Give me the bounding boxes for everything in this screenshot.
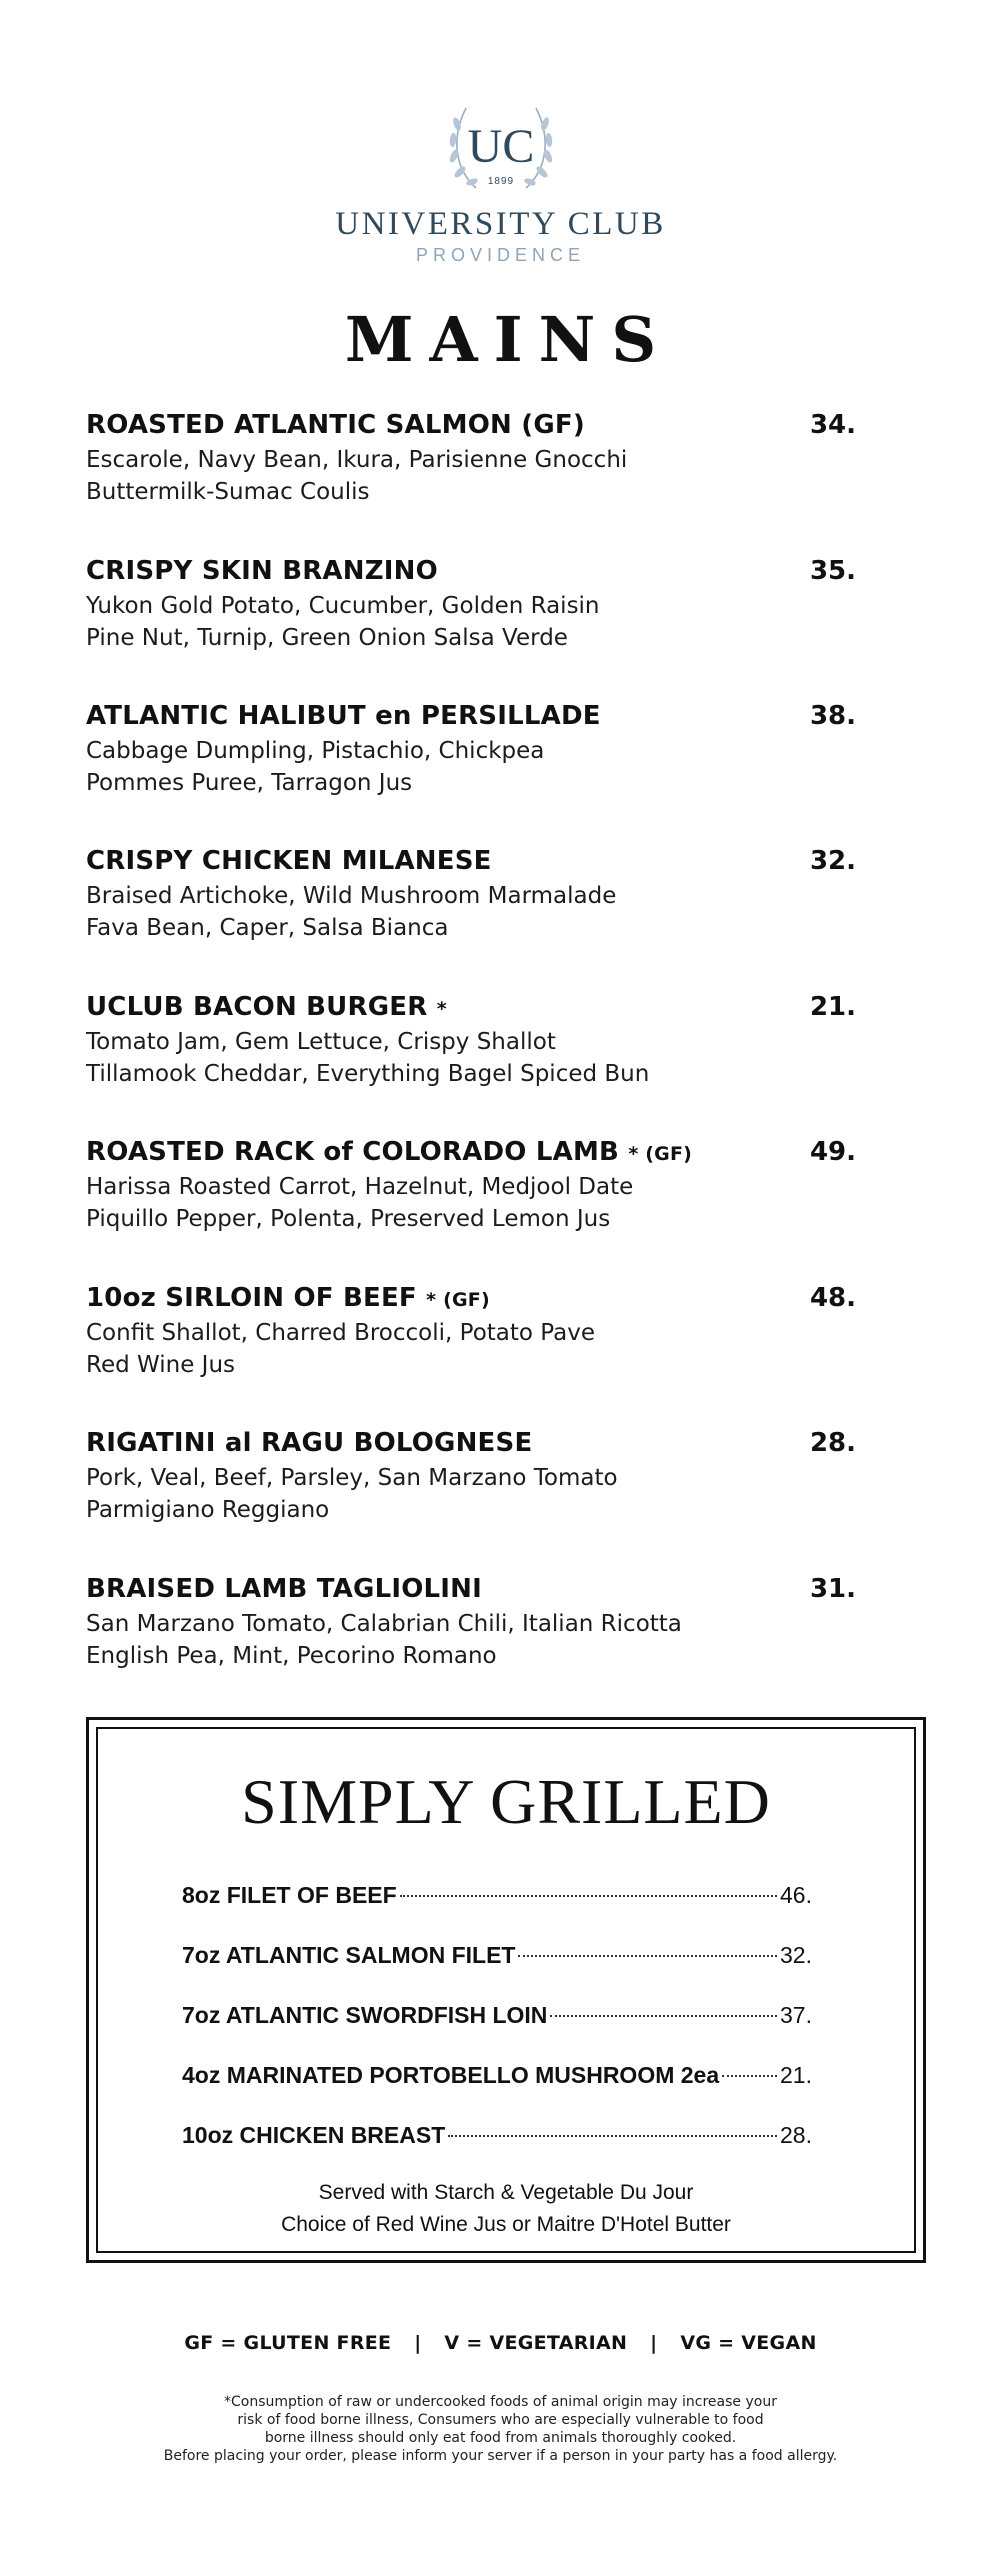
item-description: Braised Artichoke, Wild Mushroom Marmalade xyxy=(86,883,617,909)
item-description: Escarole, Navy Bean, Ikura, Parisienne Gnocchi xyxy=(86,447,628,473)
club-city: PROVIDENCE xyxy=(415,245,586,265)
grilled-item xyxy=(182,2119,812,2151)
dot-leader xyxy=(448,2135,777,2137)
grilled-item-name: 7oz ATLANTIC SALMON FILET xyxy=(182,1942,516,1968)
item-description: Tomato Jam, Gem Lettuce, Crispy Shallot xyxy=(86,1029,556,1055)
item-price: 31. xyxy=(809,1574,856,1604)
menu-item xyxy=(86,1135,866,1235)
legend-separator: | xyxy=(414,2332,422,2354)
legend-gluten-free: GF = GLUTEN FREE xyxy=(184,2332,392,2354)
item-name: RIGATINI al RAGU BOLOGNESE xyxy=(86,1428,533,1458)
item-description: Red Wine Jus xyxy=(86,1352,236,1378)
grilled-item xyxy=(182,1879,812,1911)
grilled-item xyxy=(182,2059,812,2091)
menu-item xyxy=(86,1572,866,1672)
grilled-item-name: 10oz CHICKEN BREAST xyxy=(182,2122,446,2148)
item-description: Parmigiano Reggiano xyxy=(86,1497,330,1523)
item-name: UCLUB BACON BURGER * xyxy=(86,992,447,1022)
grilled-item-price: 28. xyxy=(780,2122,812,2148)
legend-separator: | xyxy=(650,2332,658,2354)
item-description: English Pea, Mint, Pecorino Romano xyxy=(86,1643,497,1669)
grilled-item-price: 37. xyxy=(780,2002,812,2028)
menu-item xyxy=(86,554,866,654)
item-description: Cabbage Dumpling, Pistachio, Chickpea xyxy=(86,738,545,764)
menu-item xyxy=(86,408,866,508)
grilled-item-price: 32. xyxy=(780,1942,812,1968)
grilled-item-price: 46. xyxy=(780,1882,812,1908)
grilled-item-price: 21. xyxy=(780,2062,812,2088)
mains-title: MAINS xyxy=(344,303,673,376)
dot-leader xyxy=(400,1895,777,1897)
item-tag: * (GF) xyxy=(628,1143,693,1165)
grilled-item xyxy=(182,1999,812,2031)
dot-leader xyxy=(722,2075,777,2077)
legend-vegetarian: V = VEGETARIAN xyxy=(444,2332,628,2354)
item-description: Pommes Puree, Tarragon Jus xyxy=(86,770,413,796)
club-logo xyxy=(0,90,1001,266)
dot-leader xyxy=(550,2015,777,2017)
grilled-note: Served with Starch & Vegetable Du Jour xyxy=(318,2181,694,2204)
item-description: San Marzano Tomato, Calabrian Chili, Italian Ricotta xyxy=(86,1611,682,1637)
item-price: 32. xyxy=(809,846,856,876)
logo-year: 1899 xyxy=(487,176,514,187)
item-price: 35. xyxy=(809,556,856,586)
disclaimer-line: *Consumption of raw or undercooked foods of animal origin may increase your xyxy=(224,2394,777,2410)
grilled-item-name: 7oz ATLANTIC SWORDFISH LOIN xyxy=(182,2002,548,2028)
item-price: 34. xyxy=(809,410,856,440)
simply-grilled-box xyxy=(86,1717,926,2263)
dietary-legend xyxy=(0,2332,1001,2354)
item-description: Confit Shallot, Charred Broccoli, Potato Pave xyxy=(86,1320,595,1346)
disclaimer-line: risk of food borne illness, Consumers who are especially vulnerable to food xyxy=(237,2412,764,2428)
simply-grilled-title: SIMPLY GRILLED xyxy=(241,1766,771,1837)
item-description: Buttermilk-Sumac Coulis xyxy=(86,479,370,505)
item-description: Pork, Veal, Beef, Parsley, San Marzano Tomato xyxy=(86,1465,618,1491)
menu-item xyxy=(86,1281,866,1381)
menu-item xyxy=(86,844,866,944)
grilled-item xyxy=(182,1939,812,1971)
item-description: Pine Nut, Turnip, Green Onion Salsa Verde xyxy=(86,625,568,651)
item-description: Yukon Gold Potato, Cucumber, Golden Raisin xyxy=(86,593,600,619)
item-name: ROASTED RACK of COLORADO LAMB * (GF) xyxy=(86,1137,693,1167)
dot-leader xyxy=(518,1955,777,1957)
item-price: 38. xyxy=(809,701,856,731)
menu-item xyxy=(86,1426,866,1526)
item-price: 21. xyxy=(809,992,856,1022)
item-name: ATLANTIC HALIBUT en PERSILLADE xyxy=(86,701,601,731)
simply-grilled-inner-border xyxy=(96,1727,916,2253)
item-name: BRAISED LAMB TAGLIOLINI xyxy=(86,1574,482,1604)
menu-item xyxy=(86,699,866,799)
item-name: CRISPY CHICKEN MILANESE xyxy=(86,846,492,876)
food-safety-disclaimer xyxy=(0,2393,1001,2465)
item-description: Tillamook Cheddar, Everything Bagel Spiced Bun xyxy=(86,1061,650,1087)
item-name: 10oz SIRLOIN OF BEEF * (GF) xyxy=(86,1283,490,1313)
item-description: Piquillo Pepper, Polenta, Preserved Lemon Jus xyxy=(86,1206,611,1232)
grilled-item-name: 8oz FILET OF BEEF xyxy=(182,1882,397,1908)
item-tag: * (GF) xyxy=(426,1289,490,1311)
menu-item xyxy=(86,990,866,1090)
grilled-item-name: 4oz MARINATED PORTOBELLO MUSHROOM 2ea xyxy=(182,2062,720,2088)
item-description: Fava Bean, Caper, Salsa Bianca xyxy=(86,915,449,941)
disclaimer-line: borne illness should only eat food from animals thoroughly cooked. xyxy=(264,2430,737,2446)
laurel-crest-icon xyxy=(436,90,566,200)
item-description: Harissa Roasted Carrot, Hazelnut, Medjool Date xyxy=(86,1174,634,1200)
disclaimer-line: Before placing your order, please inform your server if a person in your party has a food allergy. xyxy=(163,2448,838,2464)
item-price: 28. xyxy=(809,1428,856,1458)
item-name: CRISPY SKIN BRANZINO xyxy=(86,556,438,586)
item-name: ROASTED ATLANTIC SALMON (GF) xyxy=(86,410,585,440)
item-price: 49. xyxy=(809,1137,856,1167)
grilled-note: Choice of Red Wine Jus or Maitre D'Hotel Butter xyxy=(281,2213,731,2236)
logo-monogram: UC xyxy=(467,120,534,173)
item-tag: * xyxy=(436,998,447,1020)
legend-vegan: VG = VEGAN xyxy=(680,2332,817,2354)
item-price: 48. xyxy=(809,1283,856,1313)
club-name: UNIVERSITY CLUB xyxy=(335,206,666,242)
